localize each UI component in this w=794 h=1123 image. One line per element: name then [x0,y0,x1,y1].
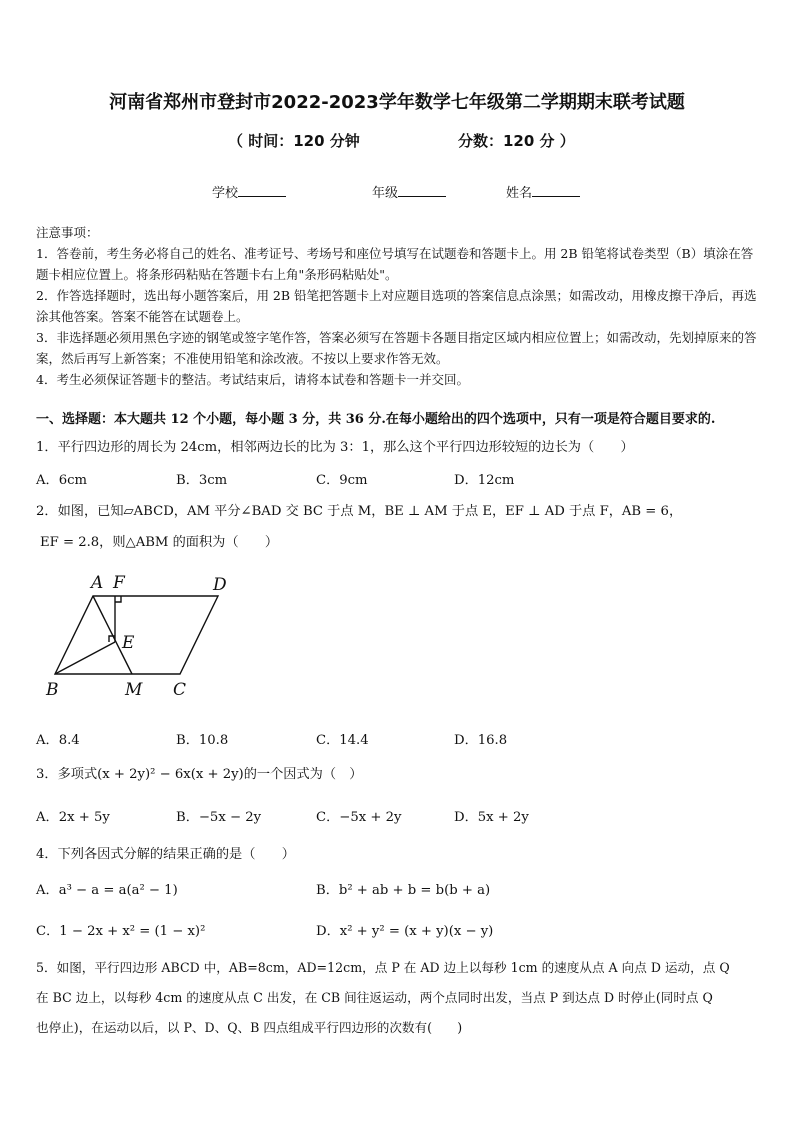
exam-time: （ 时间：120 分钟 [228,132,360,150]
q2-option-a: A．8.4 [36,733,80,748]
q3-option-c: C．−5x + 2y [316,810,402,825]
q2-option-c: C．14.4 [316,733,369,748]
q3-option-d: D．5x + 2y [454,810,529,825]
q1-stem: 1．平行四边形的周长为 24cm，相邻两边长的比为 3：1，那么这个平行四边形较短的边长为（ ） [36,440,634,455]
name-blank [532,184,580,197]
q4-option-a: A．a³ − a = a(a² − 1) [36,883,178,898]
note-item: 2．作答选择题时，选出每小题答案后，用 2B 铅笔把答题卡上对应题目选项的答案信息点涂黑；如需改动，用橡皮擦干净后，再选涂其他答案。答案不能答在试题卷上。 [36,288,757,324]
segment-be [55,642,115,674]
q1-option-b: B．3cm [176,473,228,488]
q2-parallelogram-figure [40,566,250,706]
label-f: F [113,573,125,593]
label-b: B [46,680,59,700]
q2-option-b: B．10.8 [176,733,229,748]
section-heading: 一、选择题：本大题共 12 个小题，每小题 3 分，共 36 分.在每小题给出的四个选项中，只有一项是符合题目要求的. [36,412,716,427]
label-m: M [125,680,143,700]
q5-stem-line1: 5．如图，平行四边形 ABCD 中，AB=8cm，AD=12cm，点 P 在 AD 边上以每秒 1cm 的速度从点 A 向点 D 运动，点 Q [36,960,730,975]
page-title: 河南省郑州市登封市2022-2023学年数学七年级第二学期期末联考试题 [109,92,685,113]
name-label: 姓名 [506,186,533,201]
q5-stem-line3: 也停止)，在运动以后，以 P、D、Q、B 四点组成平行四边形的次数有( ) [36,1020,463,1035]
note-item: 4．考生必须保证答题卡的整洁。考试结束后，请将本试卷和答题卡一并交回。 [36,372,469,387]
q4-option-d: D．x² + y² = (x + y)(x − y) [316,924,494,939]
q1-option-a: A．6cm [36,473,87,488]
q2-stem-line1: 2．如图，已知▱ABCD，AM 平分∠BAD 交 BC 于点 M，BE ⊥ AM 于点 E，EF ⊥ AD 于点 F，AB = 6， [36,504,683,519]
q2-option-d: D．16.8 [454,733,508,748]
q4-stem: 4．下列各因式分解的结果正确的是（ ） [36,847,295,862]
notes-block [36,222,762,390]
q4-option-c: C．1 − 2x + x² = (1 − x)² [36,924,206,939]
q2-stem-line2: EF = 2.8，则△ABM 的面积为（ ） [40,535,279,550]
parallelogram-abcd [55,596,218,674]
school-blank [238,184,286,197]
name-field [506,182,580,201]
exam-score: 分数：120 分 ） [458,132,575,150]
label-e: E [122,633,135,653]
grade-field [372,182,446,201]
school-field [212,182,286,201]
notes-heading: 注意事项： [36,225,99,240]
q1-option-d: D．12cm [454,473,515,488]
q1-option-c: C．9cm [316,473,368,488]
grade-label: 年级 [372,186,399,201]
q5-stem-line2: 在 BC 边上，以每秒 4cm 的速度从点 C 出发，在 CB 间往返运动，两个点同时出发，当点 P 到达点 D 时停止(同时点 Q [36,990,713,1005]
note-item: 3．非选择题必须用黑色字迹的钢笔或签字笔作答，答案必须写在答题卡各题目指定区域内相应位置上；如需改动，先划掉原来的答案，然后再写上新答案；不准使用铅笔和涂改液。不按以上要求作答无效。 [36,330,757,366]
label-d: D [213,575,227,595]
note-item: 1．答卷前，考生务必将自己的姓名、准考证号、考场号和座位号填写在试题卷和答题卡上。用 2B 铅笔将试卷类型（B）填涂在答题卡相应位置上。将条形码粘贴在答题卡右上角"条形码粘贴处"。 [36,246,754,282]
grade-blank [398,184,446,197]
q3-option-a: A．2x + 5y [36,810,110,825]
right-angle-f [115,596,121,602]
q3-stem: 3．多项式(x + 2y)² − 6x(x + 2y)的一个因式为（ ） [36,767,363,782]
q4-option-b: B．b² + ab + b = b(b + a) [316,883,491,898]
label-a: A [91,573,104,593]
q3-option-b: B．−5x − 2y [176,810,262,825]
school-label: 学校 [212,186,239,201]
label-c: C [173,680,187,700]
